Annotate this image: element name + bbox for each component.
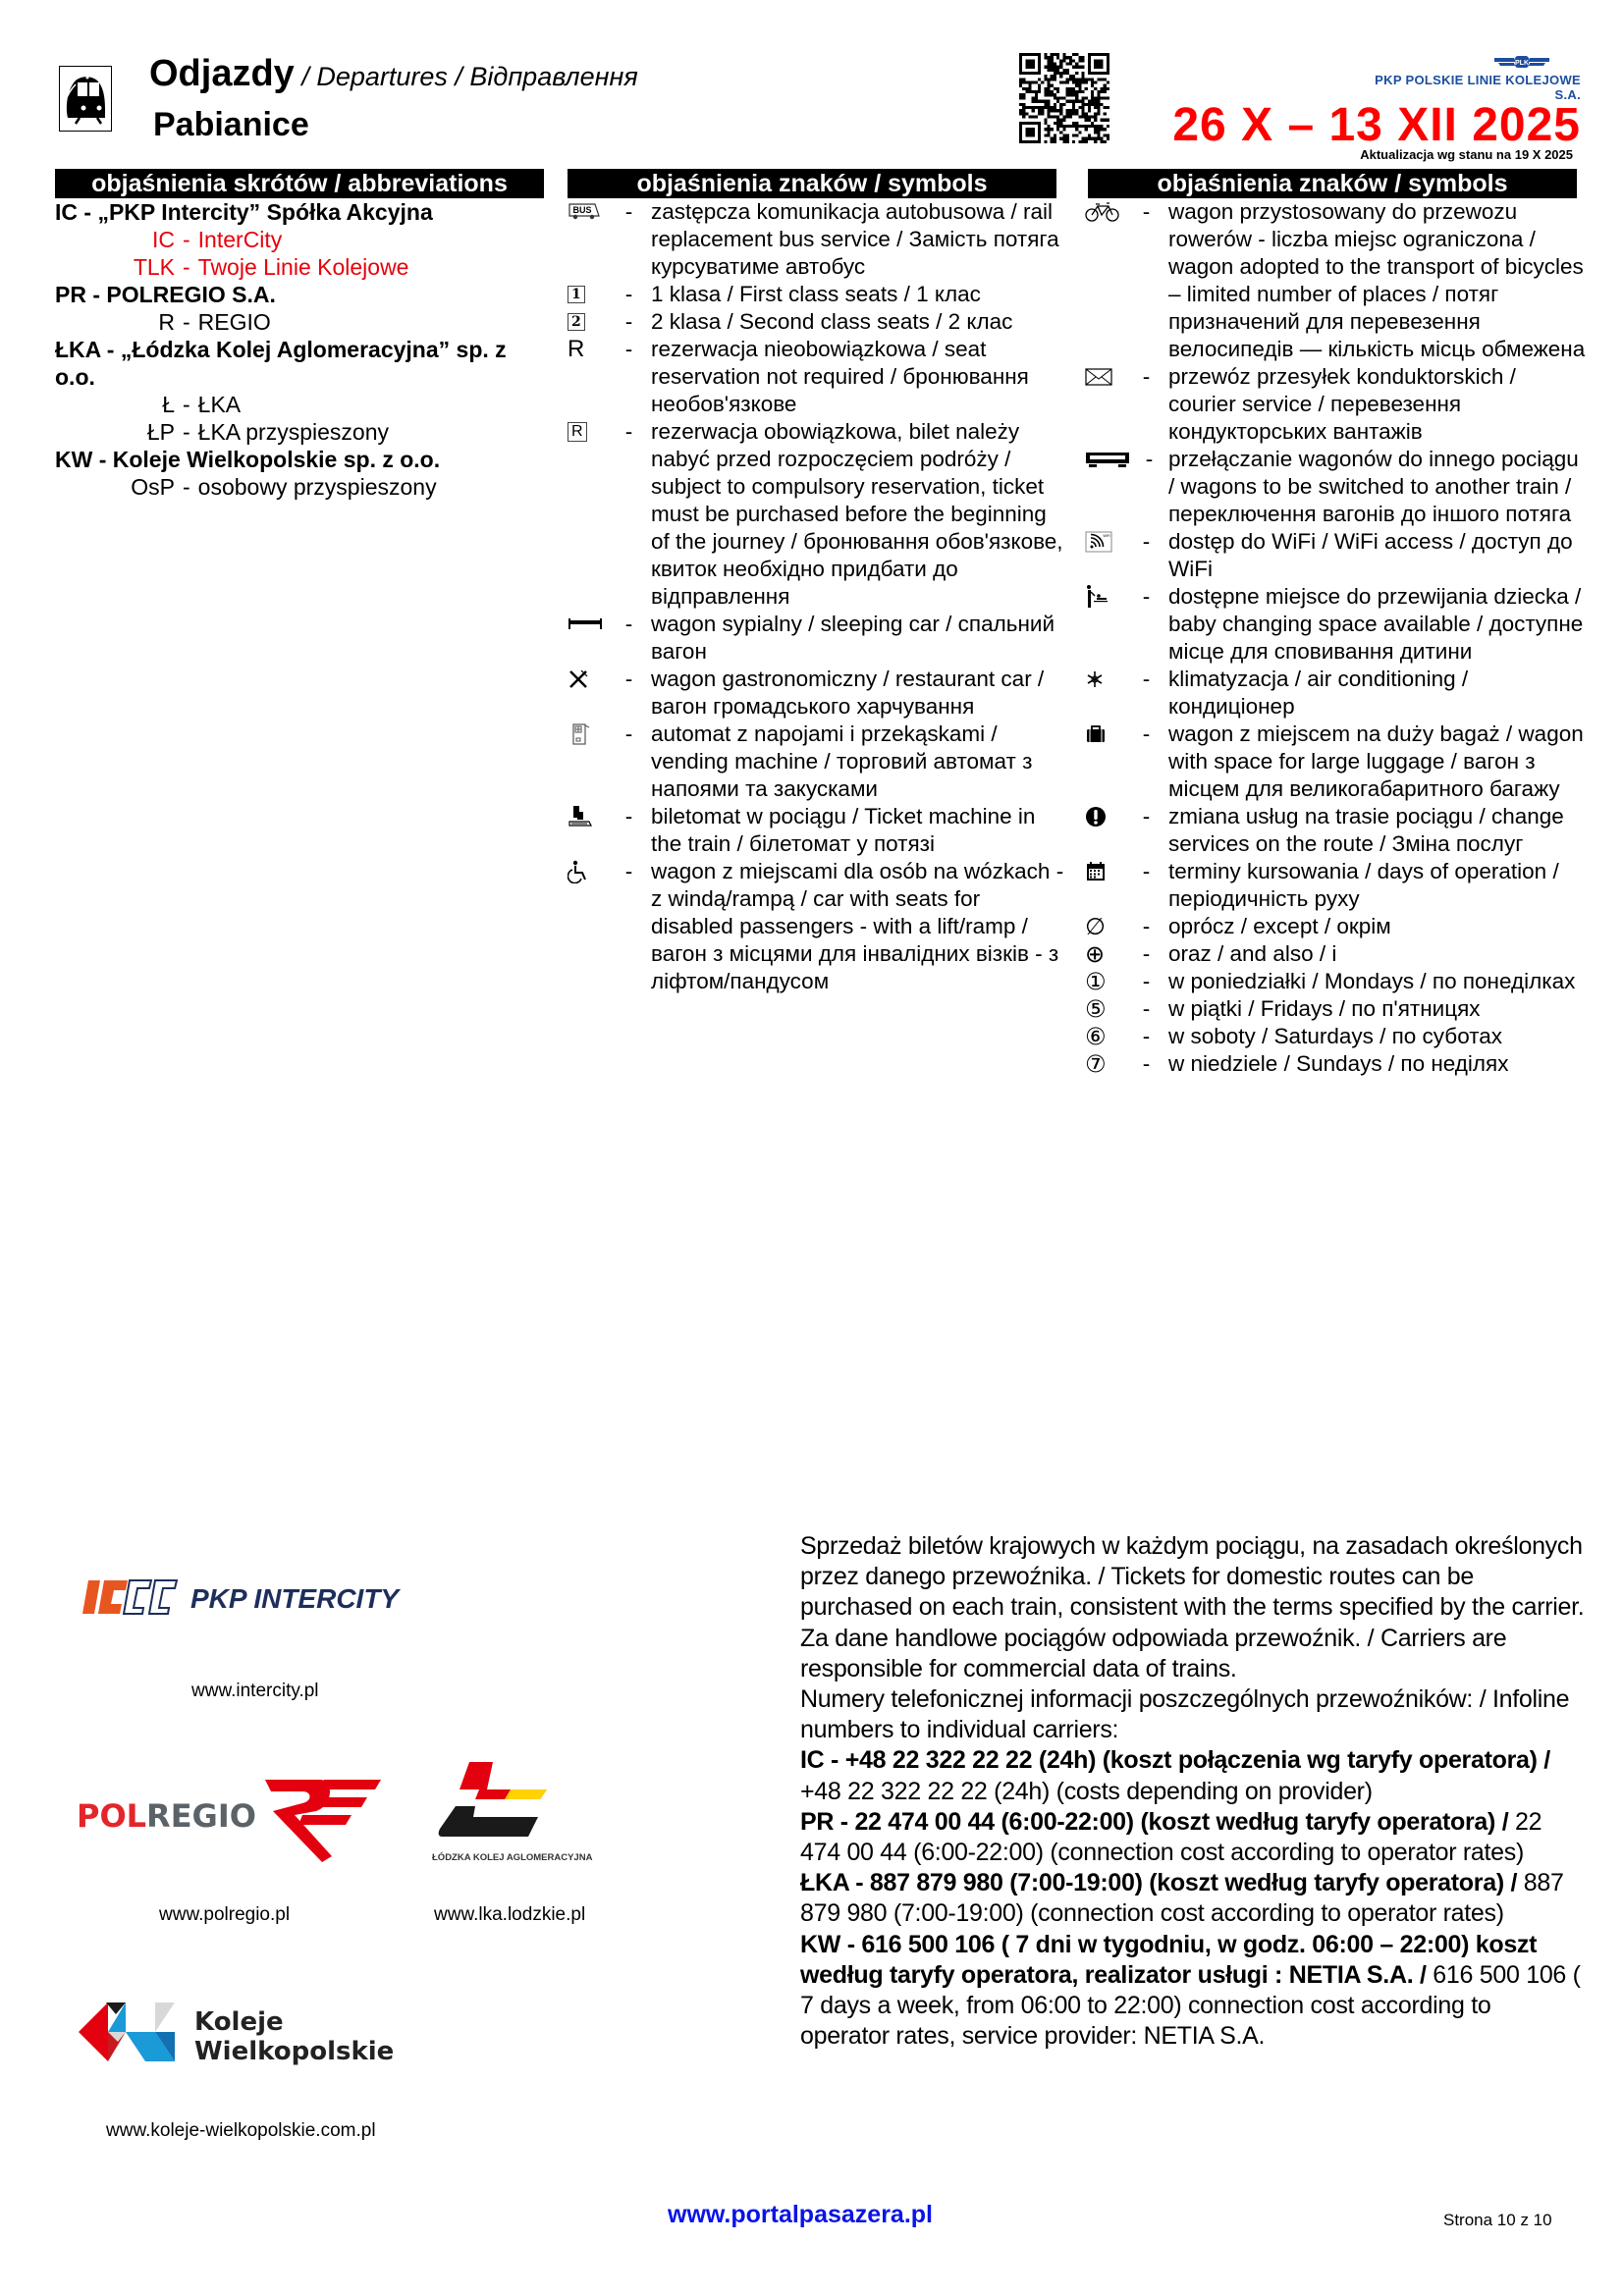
abbr-code: ŁP [146,419,175,445]
symbol-item [568,803,1068,858]
symbol-item [1085,363,1586,446]
symbol-description: zastępcza komunikacja autobusowa / rail replacement bus service / Замість потяга курсуватиме автобус [651,199,1059,279]
symbol-description: zmiana usług na trasie pociągu / change services on the route / Зміна послуг [1168,804,1564,856]
info-line-normal: 22 474 00 44 (6:00-22:00) (connection cost according to operator rates) [800,1807,1542,1867]
symbol-item [568,308,1068,336]
symbol-item [1085,968,1586,995]
reservation-required-icon [568,418,607,446]
abbr-code: R [158,309,175,335]
symbol-dash: - [624,337,633,361]
svg-text:PLK: PLK [1515,60,1529,67]
and-also-icon: ⊕ [1085,940,1106,968]
symbol-description: oprócz / except / окрім [1168,914,1391,938]
symbols-list-1 [568,198,1068,995]
info-line-kw [800,1930,1586,2053]
abbr-label: InterCity [197,227,283,252]
lka-logo-text: ŁÓDZKA KOLEJ AGLOMERACYJNA [432,1852,593,1863]
abbr-label: ŁKA przyspieszony [197,419,389,445]
abbr-item [55,473,566,501]
bicycle-icon [1085,198,1124,226]
symbol-dash: - [1142,996,1151,1021]
symbol-item [1085,995,1586,1023]
symbol-item [1085,1050,1586,1078]
symbol-item [568,858,1068,995]
symbol-item [1085,528,1586,583]
abbreviations-list [55,198,566,501]
symbol-description: w poniedziałki / Mondays / по понеділках [1168,969,1576,993]
abbr-dash: - [183,227,190,252]
symbol-description: wagon sypialny / sleeping car / спальний вагон [651,612,1055,664]
baby-changing-icon [1085,583,1124,611]
page-title [149,53,638,95]
symbol-dash: - [1142,859,1151,883]
symbol-description: przewóz przesyłek konduktorskich / courier service / перевезення кондукторських вантажів [1168,364,1516,444]
abbr-carrier-lka: ŁKA - „Łódzka Kolej Aglomeracyjna” sp. z o.o. [55,337,507,390]
symbol-description: w soboty / Saturdays / по суботах [1168,1024,1503,1048]
plk-name: PKP POLSKIE LINIE KOLEJOWE S.A. [1375,73,1581,102]
symbol-item [568,721,1068,803]
symbol-dash: - [1142,914,1151,938]
info-line-ic [800,1745,1586,1806]
symbol-description: dostępne miejsce do przewijania dziecka / baby changing space available / доступне місце для сповивання дитини [1168,584,1584,664]
symbol-description: wagon z miejscem na duży bagaż / wagon with space for large luggage / вагон з місцем для великогабаритного багажу [1168,721,1584,801]
envelope-icon [1085,363,1124,391]
second-class-glyph: 2 [568,313,585,331]
symbol-dash: - [1142,364,1151,389]
abbr-dash: - [183,392,190,417]
monday-icon: ① [1085,968,1107,995]
abbr-carrier-pr: PR - POLREGIO S.A. [55,282,276,307]
first-class-icon [568,281,607,308]
train-icon [59,66,112,132]
symbol-dash: - [624,667,633,691]
symbol-item [1085,198,1586,363]
symbol-item [1085,666,1586,721]
symbol-dash: - [624,199,633,224]
update-note: Aktualizacja wg stanu na 19 X 2025 [1360,147,1573,162]
symbol-item [1085,803,1586,858]
symbol-dash: - [1142,584,1151,609]
lka-url[interactable]: www.lka.lodzkie.pl [434,1904,586,1925]
info-infoline-heading: Numery telefonicznej informacji poszczególnych przewoźników: / Infoline numbers to individual carriers: [800,1685,1570,1744]
kw-logo-text-b: Wielkopolskie [194,2037,395,2065]
info-line-pr [800,1807,1586,1868]
info-line-bold: ŁKA - 887 879 980 (7:00-19:00) (koszt według taryfy operatora) / [800,1869,1518,1897]
abbr-dash: - [183,419,190,445]
koleje-wielkopolskie-url[interactable]: www.koleje-wielkopolskie.com.pl [106,2120,376,2141]
symbol-description: rezerwacja obowiązkowa, bilet należy nabyć przed rozpoczęciem podróży / subject to compulsory reservation, ticket must be purchased before the beginning of the journey / бронювання обов'язкове, квиток необхідно придбати до відправлення [651,419,1063,609]
symbol-dash: - [624,309,633,334]
symbol-dash: - [1142,1024,1151,1048]
sunday-icon: ⑦ [1085,1050,1107,1078]
info-ticket-sales: Sprzedaż biletów krajowych w każdym pociągu, na zasadach określonych przez danego przewoźnika. / Tickets for domestic routes can be purchased on each train, consistent with the terms specified by the carrier. [800,1532,1585,1622]
symbol-item [568,336,1068,418]
symbol-dash: - [1145,447,1154,471]
symbol-dash: - [624,804,633,828]
station-name: Pabianice [153,106,309,143]
symbol-item [1085,446,1586,528]
exclamation-icon [1085,803,1124,830]
abbr-label: REGIO [197,309,271,335]
info-line-bold: PR - 22 474 00 44 (6:00-22:00) (koszt według taryfy operatora) / [800,1807,1509,1836]
abbr-carrier-ic: IC - „PKP Intercity” Spółka Akcyjna [55,199,433,225]
symbol-item [568,198,1068,281]
first-class-glyph: 1 [568,286,585,303]
symbol-item [1085,940,1586,968]
symbol-description: przełączanie wagonów do innego pociągu / wagons to be switched to another train / переключення вагонів до іншого потяга [1168,447,1579,526]
svg-text:POLREGIO [77,1797,256,1835]
intercity-url[interactable]: www.intercity.pl [191,1681,319,1701]
info-line-normal: 887 879 980 (7:00-19:00) (connection cost according to operator rates) [800,1869,1564,1928]
polregio-logo-text-b: REGIO [146,1797,256,1835]
abbr-label: ŁKA [197,392,242,417]
symbol-dash: - [624,419,633,444]
symbol-description: 1 klasa / First class seats / 1 клас [651,282,981,306]
koleje-wielkopolskie-logo [79,2002,442,2065]
symbol-dash: - [1142,667,1151,691]
abbr-code: TLK [133,254,175,280]
abbr-label: osobowy przyspieszony [197,474,437,500]
svg-text:BUS: BUS [572,205,592,215]
wifi-icon [1085,528,1124,556]
abbr-item [55,253,566,281]
symbol-description: 2 klasa / Second class seats / 2 клас [651,309,1013,334]
except-icon: ∅ [1085,913,1106,940]
qr-code[interactable] [1019,53,1109,143]
intercity-logo-text: PKP INTERCITY [190,1583,400,1614]
wagon-switch-icon [1085,446,1130,473]
snowflake-icon [1085,666,1124,693]
friday-icon: ⑤ [1085,995,1107,1023]
symbol-description: wagon z miejscami dla osób na wózkach - z windą/rampą / car with seats for disabled passengers - with a lift/ramp / вагон з місцями для інвалідних візків - з ліфтом/пандусом [651,859,1064,993]
symbols-heading-2: objaśnienia znaków / symbols [1088,169,1577,198]
info-block [800,1531,1586,2052]
symbol-dash: - [624,859,633,883]
abbreviations-heading: objaśnienia skrótów / abbreviations [55,169,544,198]
symbols-heading-1: objaśnienia znaków / symbols [568,169,1056,198]
symbol-description: klimatyzacja / air conditioning / кондиціонер [1168,667,1469,719]
symbol-description: wagon gastronomiczny / restaurant car / вагон громадського харчування [651,667,1045,719]
symbol-dash: - [1142,721,1151,746]
abbr-carrier-kw: KW - Koleje Wielkopolskie sp. z o.o. [55,447,441,472]
symbol-description: wagon przystosowany do przewozu rowerów - liczba miejsc ograniczona / wagon adopted to the transport of bicycles – limited number of places / потяг призначений для перевезення велосипедів — кількість місць обмежена [1168,199,1586,361]
calendar-icon [1085,858,1124,885]
title-departures: Odjazdy [149,53,295,94]
second-class-icon [568,308,607,336]
reservation-required-glyph: R [568,422,587,442]
symbol-dash: - [1142,941,1151,966]
kw-logo-text-a: Koleje [194,2007,284,2037]
info-line-normal: 616 500 106 ( 7 days a week, from 06:00 to 22:00) connection cost according to operator rates, service provider: NETIA S.A. [800,1960,1581,2051]
intercity-logo [81,1571,454,1620]
luggage-icon [1085,721,1124,748]
abbr-dash: - [183,309,190,335]
polregio-logo [77,1772,391,1870]
symbol-dash: - [1142,804,1151,828]
symbol-dash: - [624,612,633,636]
symbol-item [568,418,1068,611]
symbol-dash: - [624,721,633,746]
symbol-dash: - [1142,529,1151,554]
symbol-item [1085,583,1586,666]
abbr-label: Twoje Linie Kolejowe [197,254,409,280]
symbol-description: terminy kursowania / days of operation / періодичність руху [1168,859,1559,911]
symbol-description: biletomat w pociągu / Ticket machine in the train / білетомат у потязі [651,804,1036,856]
abbr-code: IC [152,227,175,252]
symbol-description: oraz / and also / і [1168,941,1337,966]
symbol-item [568,666,1068,721]
bus-icon [568,198,607,226]
info-line-lka [800,1868,1586,1929]
reservation-optional-icon: R [568,336,585,362]
info-line-bold: KW - 616 500 106 ( 7 dni w tygodniu, w godz. 06:00 – 22:00) koszt według taryfy operatora, realizator usługi : NETIA S.A. / [800,1930,1538,1989]
abbr-dash: - [183,474,190,500]
wheelchair-icon [568,858,607,885]
symbol-item [568,281,1068,308]
abbr-item [55,226,566,253]
symbol-item [1085,913,1586,940]
validity-period: 26 X – 13 XII 2025 [1172,99,1581,151]
symbol-item [1085,721,1586,803]
symbol-description: rezerwacja nieobowiązkowa / seat reservation not required / бронювання необов'язкове [651,337,1029,416]
symbol-item [1085,1023,1586,1050]
symbol-item [568,611,1068,666]
symbol-description: w niedziele / Sundays / по неділях [1168,1051,1509,1076]
abbr-item [55,308,566,336]
abbr-item [55,391,566,418]
symbol-dash: - [1142,969,1151,993]
polregio-url[interactable]: www.polregio.pl [159,1904,291,1925]
symbol-item [1085,858,1586,913]
saturday-icon: ⑥ [1085,1023,1107,1050]
symbol-description: automat z napojami i przekąskami / vending machine / торговий автомат з напоями та закусками [651,721,1033,801]
abbr-dash: - [183,254,190,280]
title-translations: / Departures / Відправлення [294,62,638,91]
symbol-dash: - [1142,199,1151,224]
polregio-logo-text-a: POL [77,1797,147,1835]
lka-logo [432,1762,599,1875]
svg-text:WiFi: WiFi [1103,534,1110,538]
ticket-machine-icon [568,803,607,830]
abbr-code: OsP [131,474,175,500]
info-line-bold: IC - +48 22 322 22 22 (24h) (koszt połączenia wg taryfy operatora) / [800,1746,1550,1775]
symbol-dash: - [1142,1051,1151,1076]
plk-wing-icon [1492,54,1551,70]
plk-logo [1365,54,1581,102]
abbr-code: Ł [162,392,175,417]
symbol-description: dostęp do WiFi / WiFi access / доступ до WiFi [1168,529,1573,581]
symbol-description: w piątki / Fridays / по п'ятницях [1168,996,1481,1021]
restaurant-icon [568,666,607,693]
abbr-item [55,418,566,446]
info-line-normal: +48 22 322 22 22 (24h) (costs depending on provider) [800,1777,1373,1805]
sleeping-car-icon [568,611,607,638]
page-number: Strona 10 z 10 [1443,2211,1552,2229]
symbols-list-2 [1085,198,1586,1078]
portal-url-link[interactable]: www.portalpasazera.pl [668,2201,933,2228]
vending-machine-icon [568,721,607,748]
info-commercial-data: Za dane handlowe pociągów odpowiada przewoźnik. / Carriers are responsible for commercial data of trains. [800,1624,1507,1682]
symbol-dash: - [624,282,633,306]
